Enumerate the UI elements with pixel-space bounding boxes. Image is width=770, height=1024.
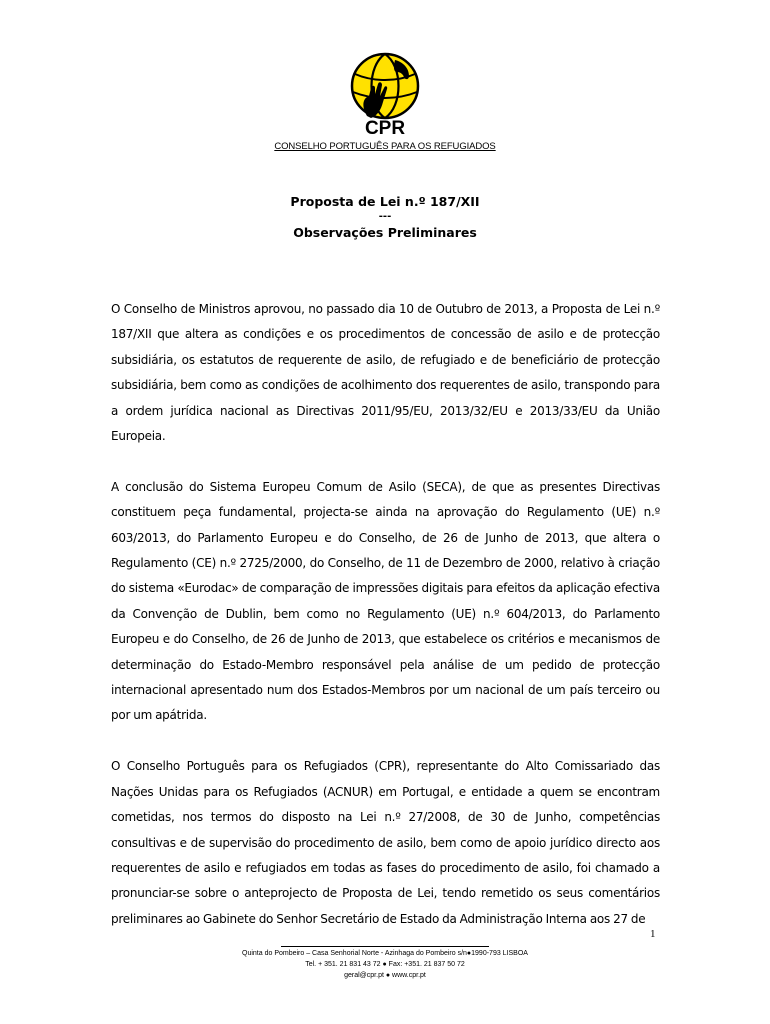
paragraph-1: O Conselho de Ministros aprovou, no passado dia 10 de Outubro de 2013, a Proposta de Lei n.º 187/XII que altera as condições e os procedimentos de concessão de asilo e de protecção subsidiária, os estatutos de requerente de asilo, de refugiado e de beneficiário de protecção subsidiária, bem como as condições de acolhimento dos requerentes de asilo, transpondo para a ordem jurídica nacional as Directivas 2011/95/EU, 2013/32/EU e 2013/33/EU da União Europeia. (111, 302, 660, 444)
page-number: 1 (650, 928, 656, 940)
footer-phone: Tel. + 351. 21 831 43 72 ● Fax: +351. 21 837 50 72 (305, 961, 465, 968)
title-line-2: Observações Preliminares (293, 225, 477, 240)
logo-text: CPR (364, 118, 406, 136)
footer-address: Quinta do Pombeiro – Casa Senhorial Norte - Azinhaga do Pombeiro s/n●1990-793 LISBOA (242, 950, 528, 957)
document-title (0, 193, 770, 241)
page-footer (0, 948, 770, 981)
footer-contact: geral@cpr.pt ● www.cpr.pt (344, 972, 426, 979)
footer-divider (281, 946, 489, 947)
cpr-logo (347, 52, 423, 136)
paragraph-3: O Conselho Português para os Refugiados (CPR), representante do Alto Comissariado das Nações Unidas para os Refugiados (ACNUR) em Portugal, e entidade a quem se encontram cometidas, nos termos do disposto na Lei n.º 27/2008, de 30 de Junho, competências consultivas e de supervisão do procedimento de asilo, bem como de apoio jurídico directo aos requerentes de asilo e refugiados em todas as fases do procedimento de asilo, foi chamado a pronunciar-se sobre o anteprojecto de Proposta de Lei, tendo remetido os seus comentários preliminares ao Gabinete do Senhor Secretário de Estado da Administração Interna aos 27 de (111, 759, 660, 926)
title-separator: --- (378, 211, 392, 222)
document-body (111, 297, 660, 958)
organization-name: CONSELHO PORTUGUÊS PARA OS REFUGIADOS (274, 141, 496, 152)
title-line-1: Proposta de Lei n.º 187/XII (290, 194, 480, 209)
paragraph-2: A conclusão do Sistema Europeu Comum de Asilo (SECA), de que as presentes Directivas constituem peça fundamental, projecta-se ainda na aprovação do Regulamento (UE) n.º 603/2013, do Parlamento Europeu e do Conselho, de 26 de Junho de 2013, que altera o Regulamento (CE) n.º 2725/2000, do Conselho, de 11 de Dezembro de 2000, relativo à criação do sistema «Eurodac» de comparação de impressões digitais para efeitos da aplicação efectiva da Convenção de Dublin, bem como no Regulamento (UE) n.º 604/2013, do Parlamento Europeu e do Conselho, de 26 de Junho de 2013, que estabelece os critérios e mecanismos de determinação do Estado-Membro responsável pela análise de um pedido de protecção internacional apresentado num dos Estados-Membros por um nacional de um país terceiro ou por um apátrida. (111, 479, 660, 723)
